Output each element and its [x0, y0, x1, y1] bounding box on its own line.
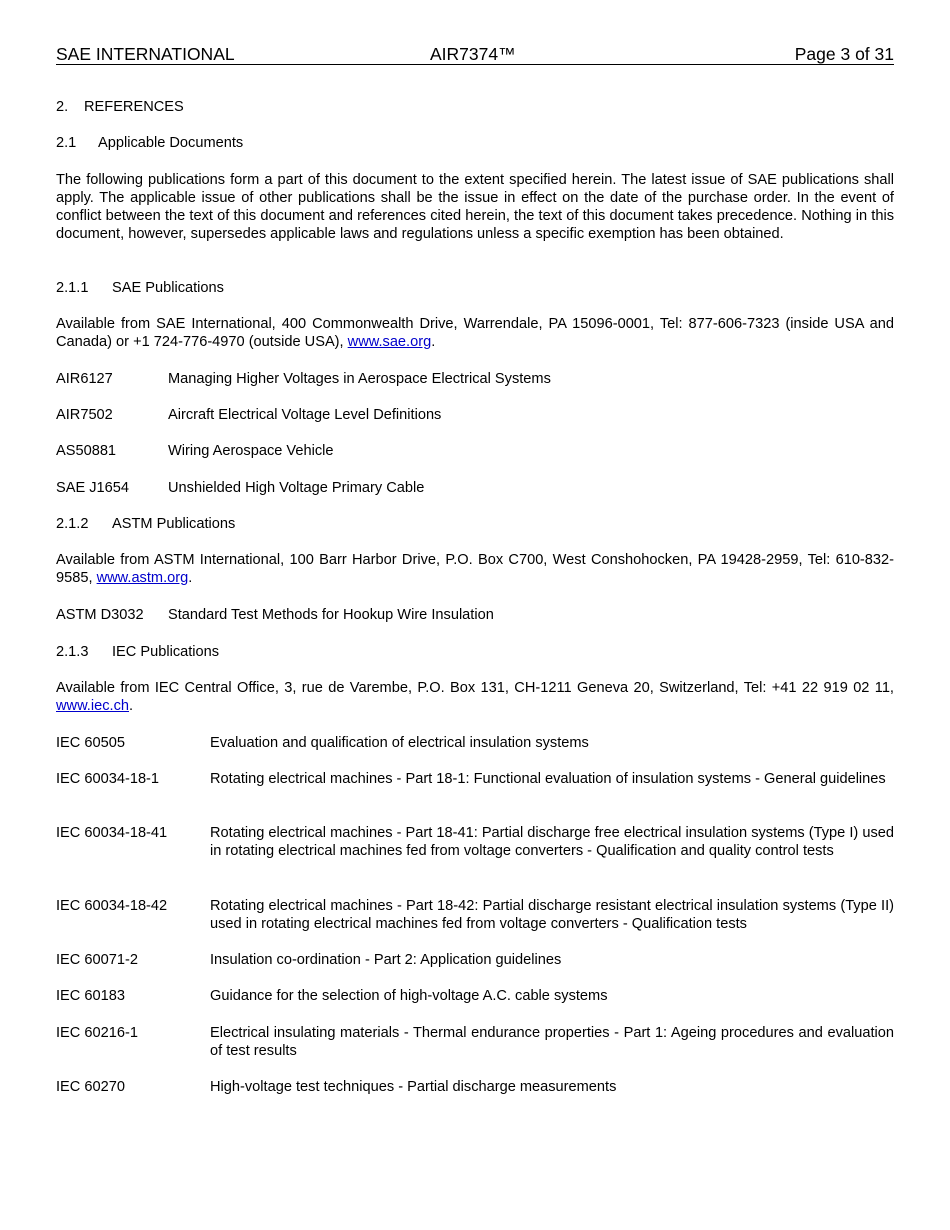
subsection-title: IEC Publications	[112, 644, 220, 660]
reference-title: Wiring Aerospace Vehicle	[168, 443, 334, 459]
subsection-heading-astm	[56, 515, 894, 533]
subsection-heading-sae	[56, 279, 894, 297]
reference-id: IEC 60216-1	[56, 1025, 138, 1041]
reference-id: IEC 60071-2	[56, 952, 138, 968]
reference-title: High-voltage test techniques - Partial discharge measurements	[210, 1079, 617, 1095]
reference-title: Rotating electrical machines - Part 18-1: Functional evaluation of insulation systems - General guidelines	[210, 771, 886, 787]
subsection-title: ASTM Publications	[112, 516, 236, 532]
reference-title: Managing Higher Voltages in Aerospace Electrical Systems	[168, 371, 551, 387]
availability-text: Available from ASTM International, 100 Barr Harbor Drive, P.O. Box C700, West Conshohocken, PA 19428-2959, Tel: 610-832-9585,	[56, 552, 894, 586]
reference-id: AIR6127	[56, 371, 113, 387]
reference-title: Insulation co-ordination - Part 2: Application guidelines	[210, 952, 562, 968]
reference-id: IEC 60505	[56, 735, 125, 751]
header-page-number: Page 3 of 31	[794, 44, 894, 64]
reference-title: Aircraft Electrical Voltage Level Definitions	[168, 407, 442, 423]
reference-title: Evaluation and qualification of electrical insulation systems	[210, 735, 589, 751]
subsection-number: 2.1	[56, 135, 77, 151]
page-header	[56, 44, 894, 65]
reference-title: Guidance for the selection of high-voltage A.C. cable systems	[210, 988, 608, 1004]
subsection-number: 2.1.1	[56, 280, 89, 296]
applicable-intro-paragraph: The following publications form a part of this document to the extent specified herein. The latest issue of SAE publications shall apply. The applicable issue of other publications shall be the issue in effect on the date of the purchase order. In the event of conflict between the text of this document and references cited herein, the text of this document takes precedence. Nothing in this document, however, supersedes applicable laws and regulations unless a specific exemption has been obtained.	[56, 172, 894, 242]
header-document-number: AIR7374™	[430, 44, 516, 64]
sentence-end: .	[188, 570, 193, 586]
availability-text: Available from IEC Central Office, 3, rue de Varembe, P.O. Box 131, CH-1211 Geneva 20, Switzerland, Tel: +41 22 919 02 11,	[56, 680, 894, 696]
reference-id: IEC 60183	[56, 988, 125, 1004]
sae-website-link[interactable]: www.sae.org	[347, 334, 432, 350]
section-heading	[56, 98, 894, 116]
reference-id: IEC 60034-18-42	[56, 898, 168, 914]
reference-id: AIR7502	[56, 407, 113, 423]
iec-availability-paragraph	[56, 679, 894, 715]
sae-availability-paragraph	[56, 315, 894, 351]
reference-title: Rotating electrical machines - Part 18-41: Partial discharge free electrical insulation systems (Type I) used in rotating electrical machines fed from voltage converters - Qualification and quality control tests	[210, 825, 894, 859]
subsection-heading-iec	[56, 643, 894, 661]
sentence-end: .	[129, 698, 134, 714]
reference-id: IEC 60034-18-1	[56, 771, 160, 787]
reference-title: Unshielded High Voltage Primary Cable	[168, 480, 425, 496]
sentence-end: .	[431, 334, 436, 350]
section-number: 2.	[56, 99, 69, 115]
subsection-title: SAE Publications	[112, 280, 224, 296]
reference-id: IEC 60034-18-41	[56, 825, 168, 841]
header-organization: SAE INTERNATIONAL	[56, 44, 235, 64]
reference-id: IEC 60270	[56, 1079, 125, 1095]
reference-id: SAE J1654	[56, 480, 130, 496]
subsection-number: 2.1.2	[56, 516, 89, 532]
astm-availability-paragraph	[56, 551, 894, 587]
reference-title: Rotating electrical machines - Part 18-42: Partial discharge resistant electrical insulation systems (Type II) used in rotating electrical machines fed from voltage converters - Qualification tests	[210, 898, 894, 932]
section-title: REFERENCES	[84, 99, 184, 115]
subsection-title: Applicable Documents	[98, 135, 244, 151]
reference-title: Standard Test Methods for Hookup Wire Insulation	[168, 607, 494, 623]
reference-title: Electrical insulating materials - Thermal endurance properties - Part 1: Ageing procedures and evaluation of test results	[210, 1025, 894, 1059]
astm-website-link[interactable]: www.astm.org	[96, 570, 189, 586]
subsection-heading-applicable	[56, 134, 894, 152]
subsection-number: 2.1.3	[56, 644, 89, 660]
reference-id: ASTM D3032	[56, 607, 144, 623]
iec-website-link[interactable]: www.iec.ch	[56, 698, 129, 714]
reference-id: AS50881	[56, 443, 117, 459]
availability-text: Available from SAE International, 400 Commonwealth Drive, Warrendale, PA 15096-0001, Tel: 877-606-7323 (inside USA and Canada) or +1 724-776-4970 (outside USA),	[56, 316, 894, 350]
